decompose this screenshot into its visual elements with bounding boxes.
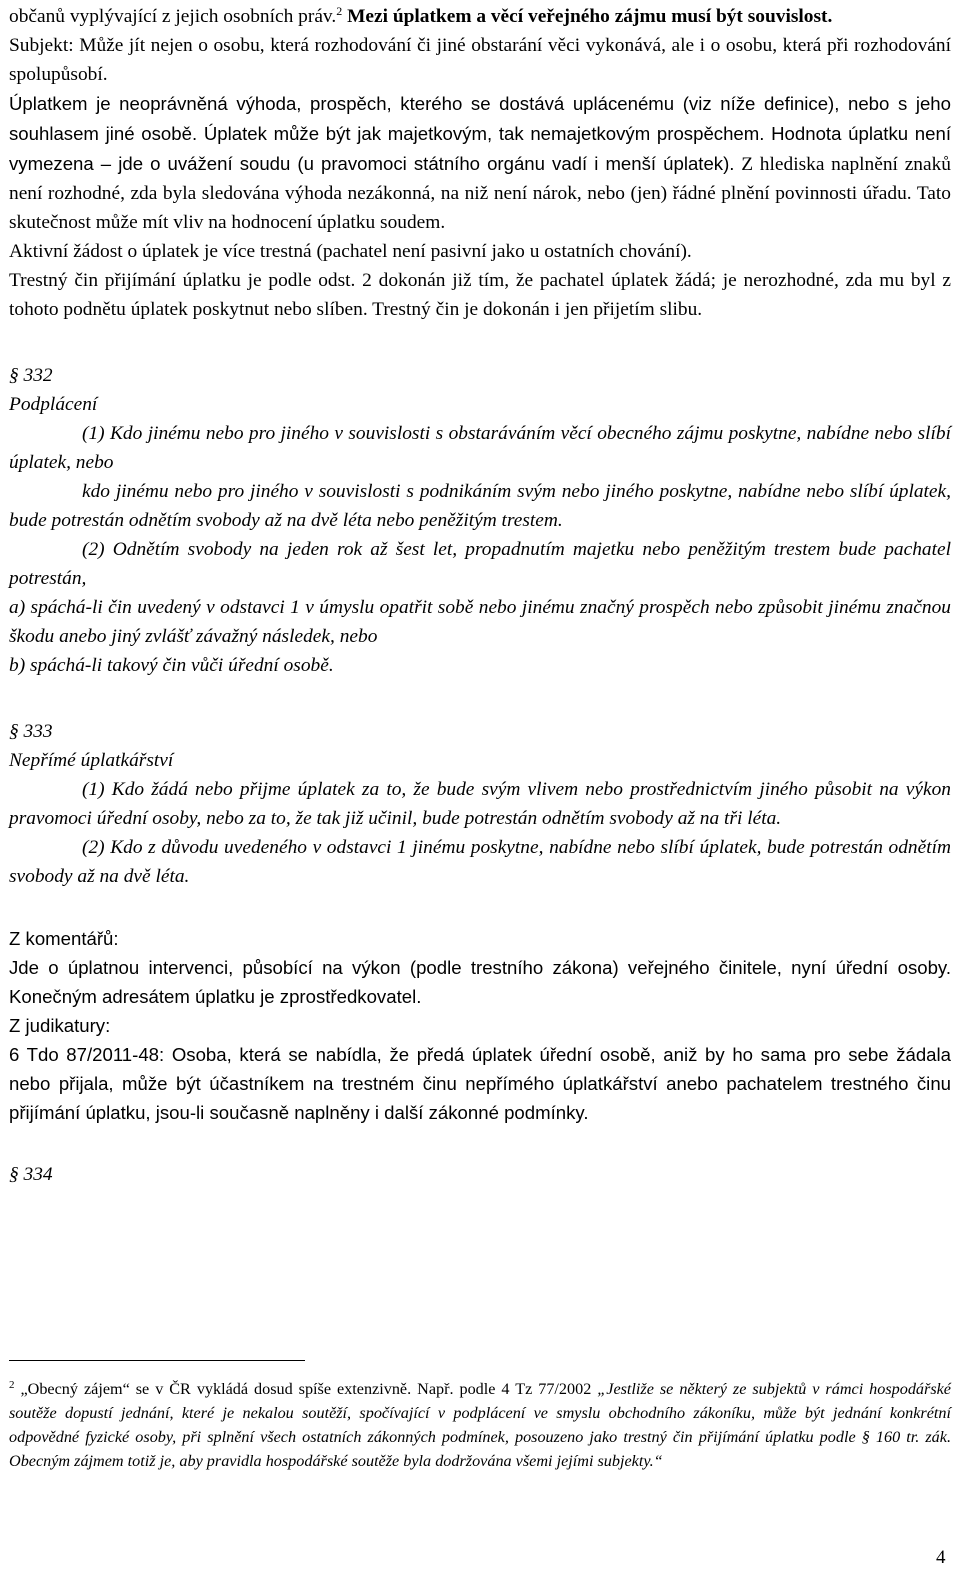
subject-paragraph: Subjekt: Může jít nejen o osobu, která rozhodování či jiné obstarání věci vykonává, ale i o osobu, která při rozhodování spolupůsobí. [9,35,951,85]
section-332-heading: § 332 [9,365,53,386]
section-333-heading: § 333 [9,721,53,742]
bribe-definition-text: Úplatkem je neoprávněná výhoda, prospěch, kterého se dostává uplácenému (viz níže definice), nebo s jeho souhlasem jiné osobě. Úplatek může být jak majetkovým, tak nemajetkovým prospěchem. Hodnota úplatku není vymezena – jde o uvážení soudu (u pravomoci státního orgánu vadí i menší úplatek). [9,93,951,174]
intro-text: občanů vyplývající z jejich osobních práv. [9,6,337,27]
section-332-title: Podplácení [9,394,98,415]
spacer [9,891,951,920]
section-332-para-2a: a) spáchá-li čin uvedený v odstavci 1 v úmyslu opatřit sobě nebo jinému značný prospěch nebo způsobit jinému značnou škodu anebo jiný zvlášť závažný následek, nebo [9,597,951,647]
document-page [9,2,951,1189]
comments-label: Z komentářů: [9,928,119,949]
section-332-para-1a: (1) Kdo jinému nebo pro jiného v souvislosti s obstaráváním věcí obecného zájmu poskytne, nabídne nebo slíbí úplatek, nebo [9,423,951,473]
section-332-para-1b: kdo jinému nebo pro jiného v souvislosti s podnikáním svým nebo jiného poskytne, nabídne nebo slíbí úplatek, bude potrestán odnětím svobody až na dvě léta nebo peněžitým trestem. [9,481,951,531]
section-333-para-1: (1) Kdo žádá nebo přijme úplatek za to, že bude svým vlivem nebo prostřednictvím jiného působit na výkon pravomoci úřední osoby, nebo za to, že tak již učinil, bude potrestán odnětím svobody až na tři léta. [9,779,951,829]
section-332-para-2: (2) Odnětím svobody na jeden rok až šest let, propadnutím majetku nebo peněžitým trestem bude pachatel potrestán, [9,539,951,589]
spacer [9,680,951,709]
footnote-separator [9,1360,305,1361]
spacer [9,324,951,353]
footnote-number: 2 [9,1379,15,1391]
section-333-title: Nepřímé úplatkářství [9,750,174,771]
footnote-text: „Obecný zájem“ se v ČR vykládá dosud spíše extenzivně. Např. podle 4 Tz 77/2002 [14,1380,598,1398]
case-law-label: Z judikatury: [9,1015,111,1036]
footnote-quote: „Jestliže se některý ze subjektů v rámci hospodářské soutěže dopustí jednání, které je nekalou soutěží, spočívající v podplácení ve smyslu obchodního zákoníku, může být jednání konkrétní odpovědné fyzické osoby, při splnění všech ostatních zákonných podmínek, posouzeno jako trestný čin přijímání úplatku podle § 160 tr. zák. Obecným zájmem totiž je, aby pravidla hospodářské soutěže byla dodržována všemi jejími subjekty.“ [9,1380,951,1470]
footnote-reference[interactable]: 2 [336,4,343,18]
bribe-definition-paragraph [9,89,951,237]
intro-bold-statement: Mezi úplatkem a věcí veřejného zájmu musí být souvislost. [342,6,833,27]
bribe-definition-note: Z hlediska naplnění znaků není rozhodné, zda byla sledována výhoda nezákonná, na niž není nárok, nebo (jen) řádné plnění povinnosti úřadu. Tato skutečnost může mít vliv na hodnocení úplatku soudem. [9,154,951,233]
spacer [9,1127,951,1156]
case-law-text: 6 Tdo 87/2011-48: Osoba, která se nabídla, že předá úplatek úřední osobě, aniž by ho sama pro sebe žádala nebo přijala, může být účastníkem na trestném činu nepřímého úplatkářství anebo pachatelem trestného činu přijímání úplatku, jsou-li současně naplněny i další zákonné podmínky. [9,1044,951,1123]
section-333-para-2: (2) Kdo z důvodu uvedeného v odstavci 1 jinému poskytne, nabídne nebo slíbí úplatek, bude potrestán odnětím svobody až na dvě léta. [9,837,951,887]
section-334-heading: § 334 [9,1164,53,1185]
intro-paragraph-1 [9,2,951,31]
section-332-para-2b: b) spáchá-li takový čin vůči úřední osobě. [9,655,334,676]
page-number: 4 [936,1547,946,1568]
active-request-paragraph: Aktivní žádost o úplatek je více trestná (pachatel není pasivní jako u ostatních chování). [9,241,692,262]
comments-text: Jde o úplatnou intervenci, působící na výkon (podle trestního zákona) veřejného činitele, nyní úřední osoby. Konečným adresátem úplatku je zprostředkovatel. [9,957,951,1007]
completion-paragraph: Trestný čin přijímání úplatku je podle odst. 2 dokonán již tím, že pachatel úplatek žádá; je nerozhodné, zda mu byl z tohoto podnětu úplatek poskytnut nebo slíben. Trestný čin je dokonán i jen přijetím slibu. [9,270,951,320]
footnote [9,1377,951,1473]
